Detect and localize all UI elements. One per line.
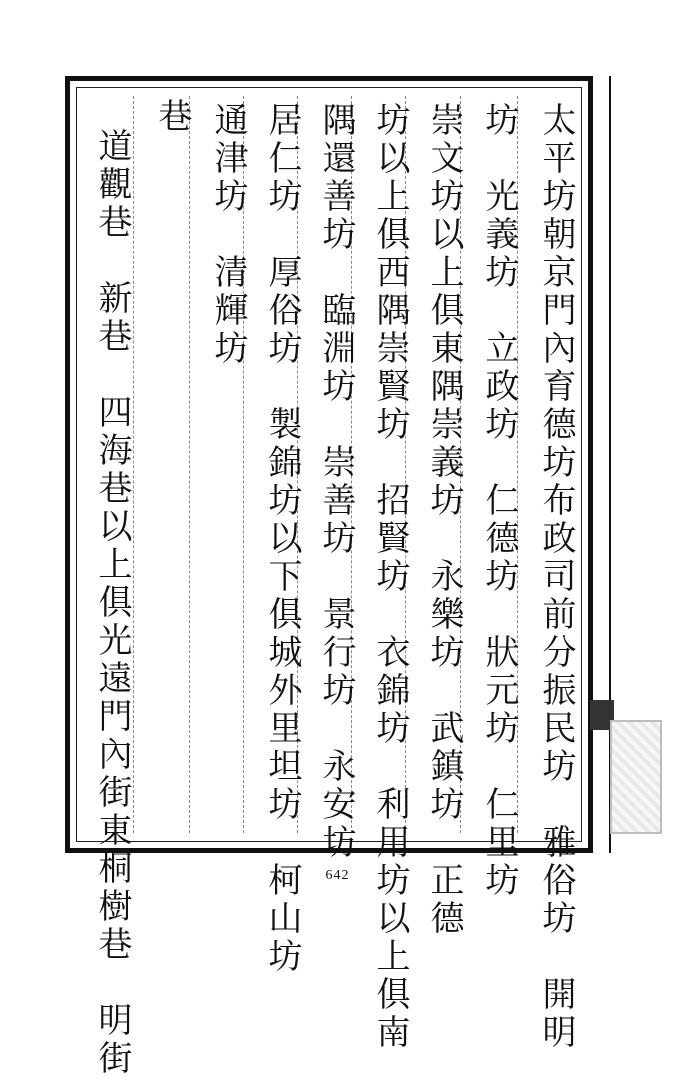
text-column-6: 居仁坊 厚俗坊 製錦坊以下俱城外里坦坊 柯山坊 xyxy=(262,102,302,976)
page-number: 642 xyxy=(325,868,350,883)
page-edge-strip xyxy=(593,76,611,853)
text-column-4: 坊以上俱西隅崇賢坊 招賢坊 衣錦坊 利用坊以上俱南 xyxy=(370,102,410,1052)
text-column-3: 崇文坊以上俱東隅崇義坊 永樂坊 武鎮坊 正德 xyxy=(424,102,464,938)
text-column-7: 通津坊 清輝坊 xyxy=(208,102,248,368)
text-column-8: 巷 xyxy=(152,98,192,136)
library-seal-stamp xyxy=(610,720,662,834)
text-column-9: 道觀巷 新巷 四海巷以上俱光遠門內街東桐樹巷 明街 xyxy=(92,128,132,1078)
text-column-1: 太平坊朝京門內育德坊布政司前分振民坊 雅俗坊 開明 xyxy=(536,102,576,1052)
column-rule xyxy=(189,96,190,833)
text-column-2: 坊 光義坊 立政坊 仁德坊 狀元坊 仁里坊 xyxy=(479,102,519,900)
text-column-5: 隅還善坊 臨淵坊 崇善坊 景行坊 永安坊 xyxy=(316,102,356,862)
